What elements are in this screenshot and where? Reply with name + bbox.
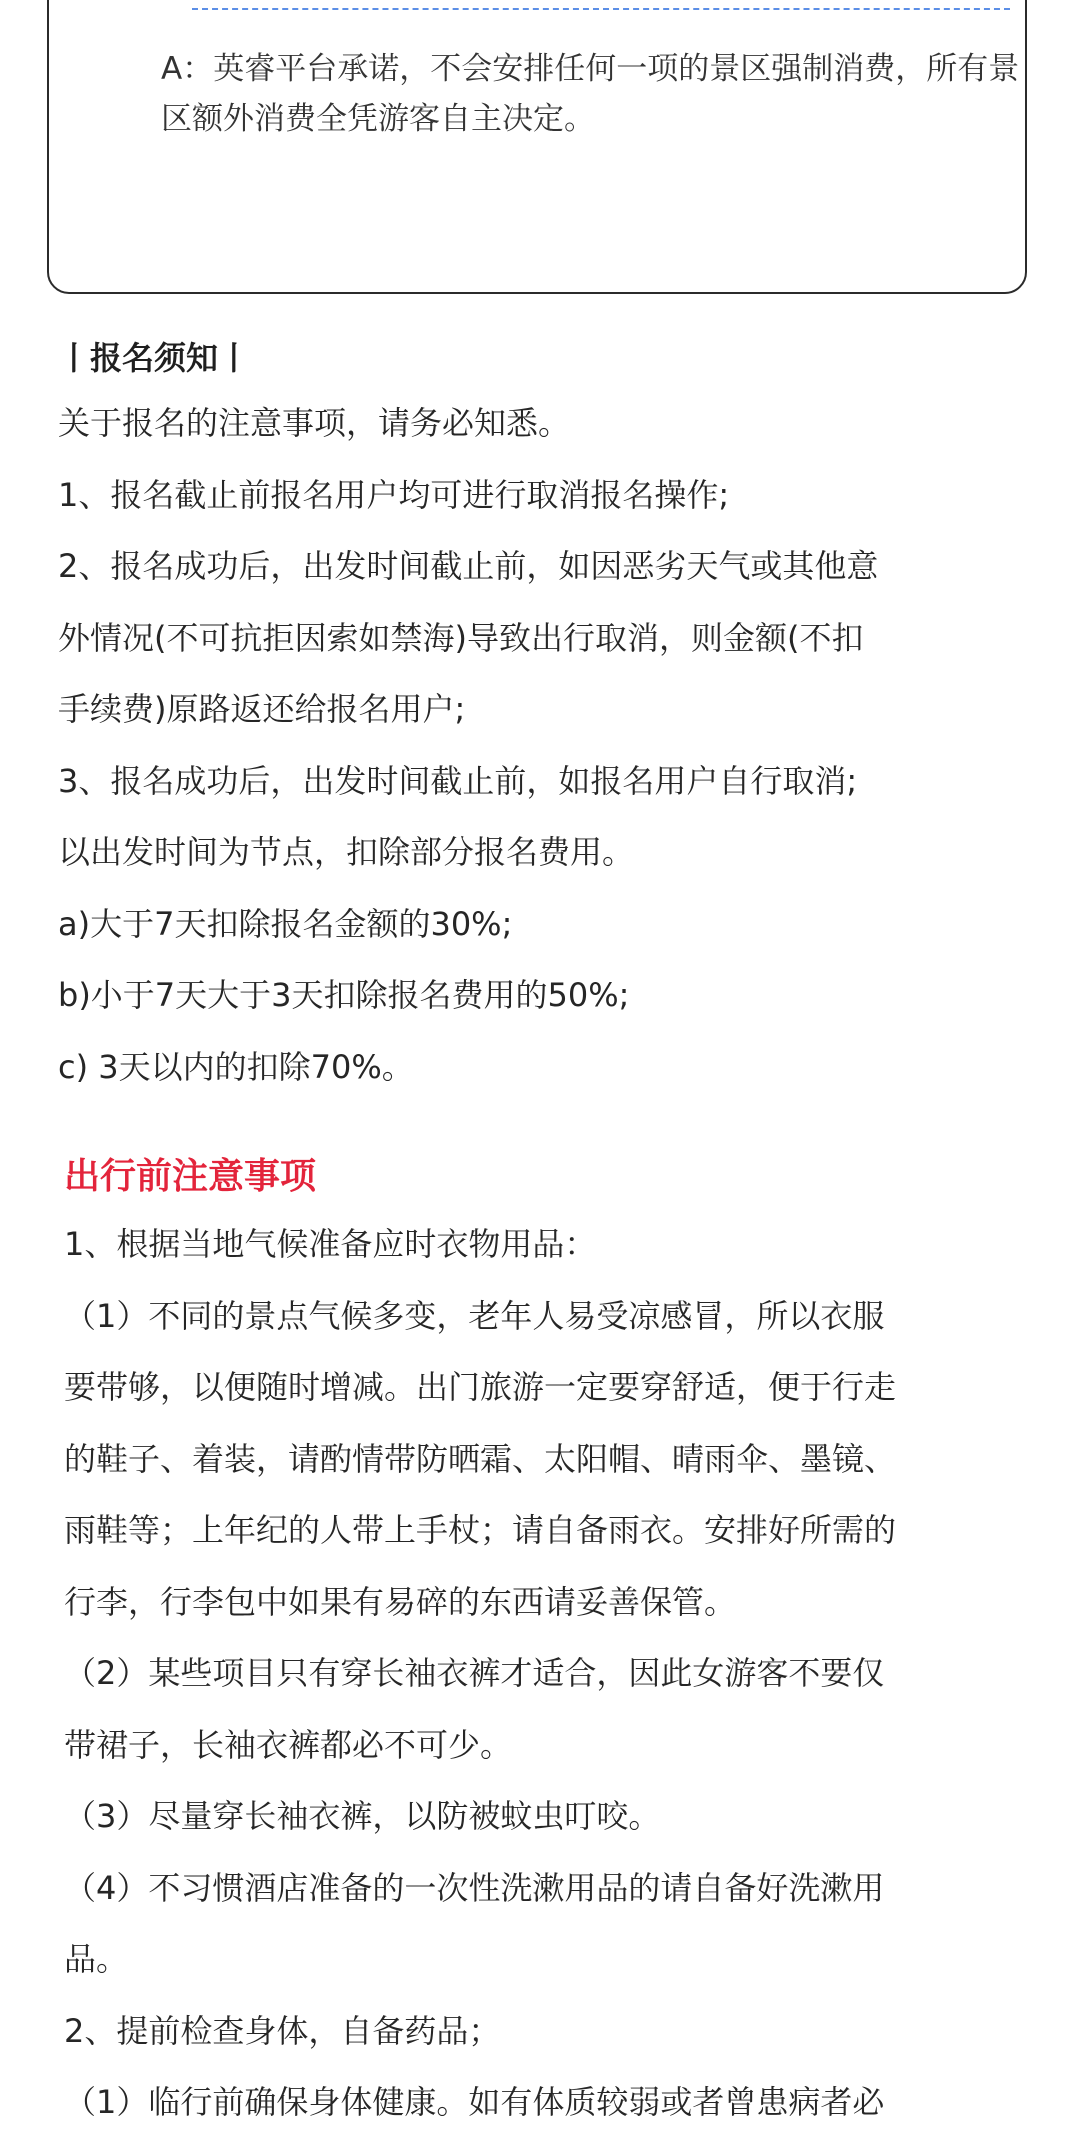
travel-line: （3）尽量穿长袖衣裤，以防被蚊虫叮咬。	[64, 1797, 661, 1835]
signup-line: a)大于7天扣除报名金额的30%;	[58, 904, 513, 943]
signup-notice-title: 丨报名须知丨	[58, 339, 251, 377]
signup-line: 3、报名成功后，出发时间截止前，如报名用户自行取消;	[58, 761, 858, 800]
travel-line: 2、提前检查身体，自备药品；	[64, 2011, 501, 2050]
signup-notice-section	[58, 328, 1038, 1103]
travel-notes-title: 出行前注意事项	[64, 1156, 317, 1197]
travel-line: （2）某些项目只有穿长袖衣裤才适合，因此女游客不要仅	[64, 1654, 885, 1692]
travel-line: 带裙子，长袖衣裤都必不可少。	[64, 1725, 513, 1764]
travel-line: 的鞋子、着装，请酌情带防晒霜、太阳帽、晴雨伞、墨镜、	[64, 1439, 897, 1478]
faq-divider	[192, 8, 1010, 10]
faq-card	[47, 0, 1027, 294]
signup-line: 1、报名截止前报名用户均可进行取消报名操作;	[58, 475, 730, 514]
travel-line: 要带够，以便随时增减。出门旅游一定要穿舒适，便于行走	[64, 1368, 897, 1406]
travel-line: （4）不习惯酒店准备的一次性洗漱用品的请自备好洗漱用	[64, 1868, 885, 1907]
travel-line: 品。	[64, 1940, 129, 1978]
signup-line: 手续费)原路返还给报名用户;	[58, 690, 466, 728]
travel-line: （1）不同的景点气候多变，老年人易受凉感冒，所以衣服	[64, 1296, 885, 1335]
signup-line: c) 3天以内的扣除70%。	[58, 1047, 414, 1086]
travel-line: 雨鞋等；上年纪的人带上手杖；请自备雨衣。安排好所需的	[64, 1511, 897, 1549]
signup-line: 2、报名成功后，出发时间截止前，如因恶劣天气或其他意	[58, 547, 879, 585]
signup-line: 以出发时间为节点，扣除部分报名费用。	[58, 833, 635, 871]
signup-line: 关于报名的注意事项，请务必知悉。	[58, 404, 571, 442]
signup-line: 外情况(不可抗拒因索如禁海)导致出行取消，则金额(不扣	[58, 618, 864, 657]
signup-line: b)小于7天大于3天扣除报名费用的50%;	[58, 976, 630, 1014]
travel-notes-section	[64, 1145, 1044, 2139]
travel-line: （1）临行前确保身体健康。如有体质较弱或者曾患病者必	[64, 2083, 885, 2121]
faq-answer: A：英睿平台承诺，不会安排任何一项的景区强制消费，所有景区额外消费全凭游客自主决定。	[161, 51, 1020, 137]
travel-line: 1、根据当地气候准备应时衣物用品：	[64, 1225, 597, 1263]
travel-line: 行李，行李包中如果有易碎的东西请妥善保管。	[64, 1582, 737, 1621]
